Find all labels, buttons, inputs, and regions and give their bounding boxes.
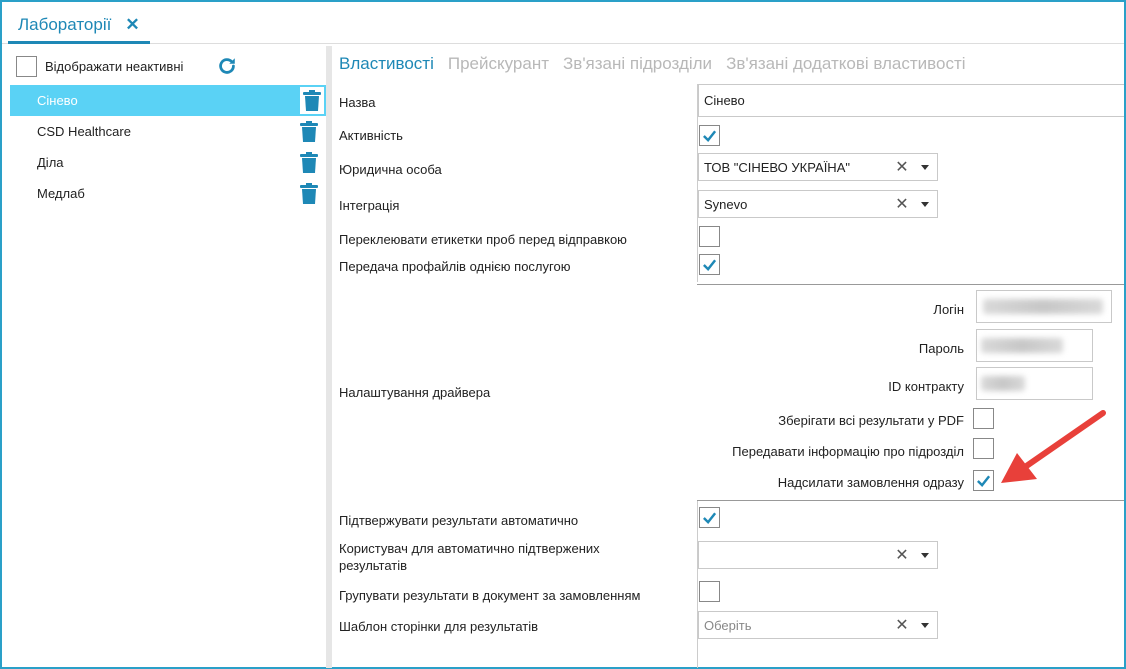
check-icon <box>702 510 717 525</box>
login-label: Логін <box>933 302 964 317</box>
refresh-icon[interactable] <box>216 55 238 77</box>
send-dept-info-checkbox[interactable] <box>973 438 994 459</box>
property-tabs <box>339 54 966 74</box>
send-dept-info-label: Передавати інформацію про підрозділ <box>732 444 964 459</box>
row-divider <box>697 284 1124 285</box>
trash-icon[interactable] <box>303 90 321 111</box>
tab-laboratories[interactable] <box>8 8 150 44</box>
redacted-value <box>981 376 1025 391</box>
check-icon <box>702 257 717 272</box>
chevron-down-icon[interactable] <box>913 542 937 568</box>
list-item-label: Сінево <box>37 93 78 108</box>
legal-entity-value: ТОВ "СІНЕВО УКРАЇНА" <box>704 159 850 175</box>
relabel-label: Переклеювати етикетки проб перед відправкою <box>339 232 627 247</box>
integration-select[interactable] <box>698 190 938 218</box>
active-checkbox[interactable] <box>699 125 720 146</box>
tab-linked-properties[interactable]: Зв'язані додаткові властивості <box>726 54 966 73</box>
show-inactive-checkbox[interactable] <box>16 56 37 77</box>
column-divider <box>697 500 698 668</box>
auto-confirm-checkbox[interactable] <box>699 507 720 528</box>
list-item[interactable] <box>10 147 326 178</box>
page-template-label: Шаблон сторінки для результатів <box>339 619 539 634</box>
send-orders-immediately-label: Надсилати замовлення одразу <box>777 475 964 490</box>
save-pdf-label: Зберігати всі результати у PDF <box>778 413 964 428</box>
trash-icon[interactable] <box>300 152 318 173</box>
save-pdf-checkbox[interactable] <box>973 408 994 429</box>
chevron-down-icon[interactable] <box>913 191 937 217</box>
clear-icon[interactable]: ✕ <box>895 196 909 213</box>
show-inactive-toggle[interactable] <box>16 56 183 77</box>
tab-title: Лабораторії <box>18 14 112 34</box>
auto-confirm-user-select[interactable] <box>698 541 938 569</box>
list-item-label: Діла <box>37 155 64 170</box>
login-input[interactable] <box>976 290 1112 323</box>
list-item-label: Медлаб <box>37 186 85 201</box>
trash-icon[interactable] <box>300 183 318 204</box>
tab-price-list[interactable]: Прейскурант <box>447 54 550 73</box>
annotation-arrow-icon <box>995 407 1110 487</box>
list-item[interactable] <box>10 178 326 209</box>
row-divider <box>697 500 1124 501</box>
auto-confirm-user-label: Користувач для автоматично підтвержених результатів <box>339 541 600 573</box>
relabel-checkbox[interactable] <box>699 226 720 247</box>
close-icon[interactable]: ✕ <box>125 14 140 34</box>
tab-linked-departments[interactable]: Зв'язані підрозділи <box>563 54 713 73</box>
tab-properties[interactable]: Властивості <box>339 54 434 73</box>
name-input[interactable] <box>698 84 1124 117</box>
tab-bar <box>2 2 1124 44</box>
chevron-down-icon[interactable] <box>913 612 937 638</box>
properties-panel <box>332 46 1124 668</box>
redacted-value <box>981 338 1063 353</box>
redacted-value <box>983 299 1103 314</box>
labs-list-panel <box>8 46 326 668</box>
legal-entity-select[interactable] <box>698 153 938 181</box>
legal-entity-label: Юридична особа <box>339 162 442 177</box>
check-icon <box>976 473 991 488</box>
clear-icon[interactable]: ✕ <box>895 547 909 564</box>
name-value: Сінево <box>704 93 745 108</box>
chevron-down-icon[interactable] <box>913 154 937 180</box>
password-input[interactable] <box>976 329 1093 362</box>
auto-confirm-label: Підтвержувати результати автоматично <box>339 513 579 528</box>
password-label: Пароль <box>918 341 964 356</box>
page-template-placeholder: Оберіть <box>704 617 752 633</box>
driver-settings-label: Налаштування драйвера <box>339 385 491 400</box>
labs-list <box>10 85 326 209</box>
list-item[interactable] <box>10 85 326 116</box>
show-inactive-label: Відображати неактивні <box>45 59 184 74</box>
profiles-one-service-label: Передача профайлів однією послугою <box>339 259 571 274</box>
list-item[interactable] <box>10 116 326 147</box>
send-orders-immediately-checkbox[interactable] <box>973 470 994 491</box>
contract-id-label: ID контракту <box>888 379 964 394</box>
check-icon <box>702 128 717 143</box>
name-label: Назва <box>339 95 376 110</box>
group-results-label: Групувати результати в документ за замовленням <box>339 588 641 603</box>
active-label: Активність <box>339 128 403 143</box>
list-item-label: CSD Healthcare <box>37 124 131 139</box>
group-results-checkbox[interactable] <box>699 581 720 602</box>
integration-label: Інтеграція <box>339 198 400 213</box>
page-template-select[interactable] <box>698 611 938 639</box>
trash-icon[interactable] <box>300 121 318 142</box>
integration-value: Synevo <box>704 196 748 212</box>
delete-button[interactable] <box>300 87 324 114</box>
clear-icon[interactable]: ✕ <box>895 617 909 634</box>
profiles-one-service-checkbox[interactable] <box>699 254 720 275</box>
clear-icon[interactable]: ✕ <box>895 159 909 176</box>
contract-id-input[interactable] <box>976 367 1093 400</box>
